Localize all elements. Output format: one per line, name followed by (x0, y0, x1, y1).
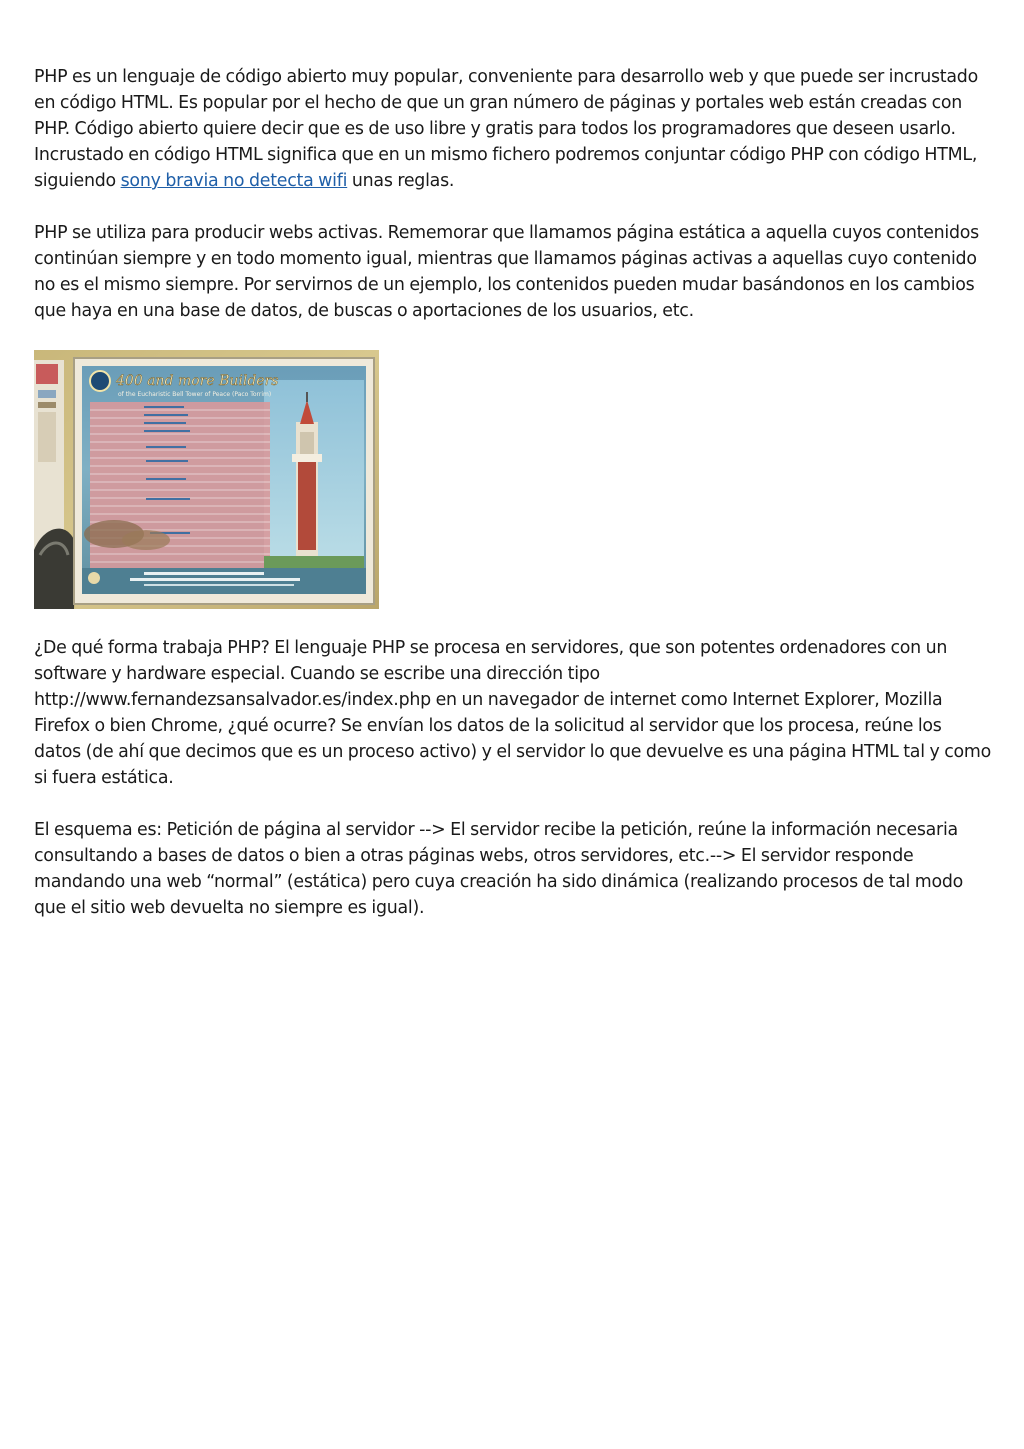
poster-photo-illustration (34, 350, 379, 609)
paragraph-intro-tail: unas reglas. (351, 171, 455, 191)
inline-link-sony-bravia[interactable]: sony bravia no detecta wifi (120, 171, 348, 191)
paragraph-intro (34, 64, 992, 194)
paragraph-dynamic-webs: PHP se utiliza para producir webs activas. Rememorar que llamamos página estática a aquella cuyos contenidos continúan siempre y en todo momento igual, mientras que llamamos páginas activas a aquellas cuyo contenido no es el mismo siempre. Por servirnos de un ejemplo, los contenidos pueden mudar basándonos en los cambios que haya en una base de datos, de buscas o aportaciones de los usuarios, etc. (34, 223, 979, 321)
paragraph-intro-text: PHP es un lenguaje de código abierto muy popular, conveniente para desarrollo web y que puede ser incrustado en código HTML. Es popular por el hecho de que un gran número de páginas y portales web están creadas con PHP. Código abierto quiere decir que es de uso libre y gratis para todos los programadores que deseen usarlo. Incrustado en código HTML significa que en un mismo fichero podremos conjuntar código PHP con código HTML, siguiendo (34, 67, 978, 191)
poster-subtitle: of the Eucharistic Bell Tower of Peace (Paco Torrim) (118, 391, 272, 398)
article-body (34, 64, 992, 921)
paragraph-how-php-works: ¿De qué forma trabaja PHP? El lenguaje PHP se procesa en servidores, que son potentes ordenadores con un software y hardware especial. Cuando se escribe una dirección tipo http://www.fernandezsansalvador.es/index.php en un navegador de internet como Internet Explorer, Mozilla Firefox o bien Chrome, ¿qué ocurre? Se envían los datos de la solicitud al servidor que los procesa, reúne los datos (de ahí que decimos que es un proceso activo) y el servidor lo que devuelve es una página HTML tal y como si fuera estática. (34, 638, 991, 788)
poster-title: 400 and more Builders (116, 373, 279, 389)
paragraph-scheme: El esquema es: Petición de página al servidor --> El servidor recibe la petición, reúne la información necesaria consultando a bases de datos o bien a otras páginas webs, otros servidores, etc.--> El servidor responde mandando una web “normal” (estática) pero cuya creación ha sido dinámica (realizando procesos de tal modo que el sitio web devuelta no siempre es igual). (34, 820, 964, 918)
poster-photo (34, 350, 379, 609)
